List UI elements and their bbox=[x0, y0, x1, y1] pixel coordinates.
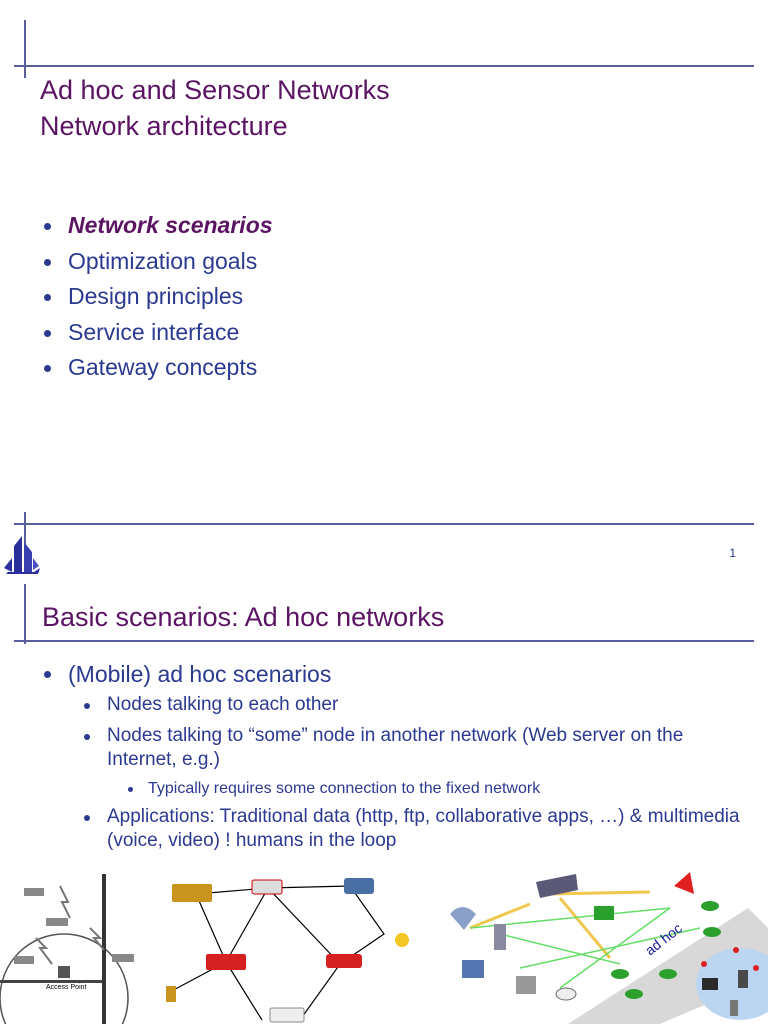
sub-bullet-nodes-talking: Nodes talking to each other bbox=[84, 693, 747, 717]
access-point-label: Access Point bbox=[46, 984, 87, 991]
sub-bullet-some-node: Nodes talking to “some” node in another network (Web server on the Internet, e.g.) bbox=[84, 724, 747, 772]
sub-bullet-applications: Applications: Traditional data (http, ftp, collaborative apps, …) & multimedia (voice, video) ! humans in the loop bbox=[84, 805, 747, 853]
title-line-1: Ad hoc and Sensor Networks bbox=[40, 75, 390, 105]
outline-item-optimization-goals: Optimization goals bbox=[44, 244, 273, 280]
content-list bbox=[44, 658, 331, 690]
slide-2-title: Basic scenarios: Ad hoc networks bbox=[42, 602, 445, 632]
vehicle-ad-hoc-scenario bbox=[166, 878, 409, 1022]
university-logo-icon bbox=[2, 528, 42, 576]
mobile-ad-hoc-scenario bbox=[450, 872, 768, 1024]
slide-1-title bbox=[40, 72, 390, 144]
title-horizontal-rule bbox=[14, 65, 754, 67]
outline-list bbox=[44, 208, 273, 386]
outline-item-gateway-concepts: Gateway concepts bbox=[44, 350, 273, 386]
outline-item-design-principles: Design principles bbox=[44, 279, 273, 315]
title-line-2: Network architecture bbox=[40, 111, 288, 141]
ad-hoc-label: ad hoc bbox=[641, 919, 685, 959]
page-number: 1 bbox=[729, 546, 736, 560]
slide-2 bbox=[0, 584, 768, 1024]
ad-hoc-network-illustration bbox=[0, 868, 768, 1024]
access-point-scenario bbox=[0, 874, 134, 1024]
title-horizontal-rule bbox=[14, 640, 754, 642]
footer-horizontal-rule bbox=[14, 523, 754, 525]
title-vertical-rule bbox=[24, 584, 26, 644]
outline-item-network-scenarios: Network scenarios bbox=[44, 208, 273, 244]
bullet-mobile-ad-hoc: (Mobile) ad hoc scenarios bbox=[44, 658, 331, 690]
outline-item-service-interface: Service interface bbox=[44, 315, 273, 351]
title-vertical-rule bbox=[24, 20, 26, 78]
subsub-bullet-fixed-network: Typically requires some connection to the fixed network bbox=[128, 779, 540, 799]
